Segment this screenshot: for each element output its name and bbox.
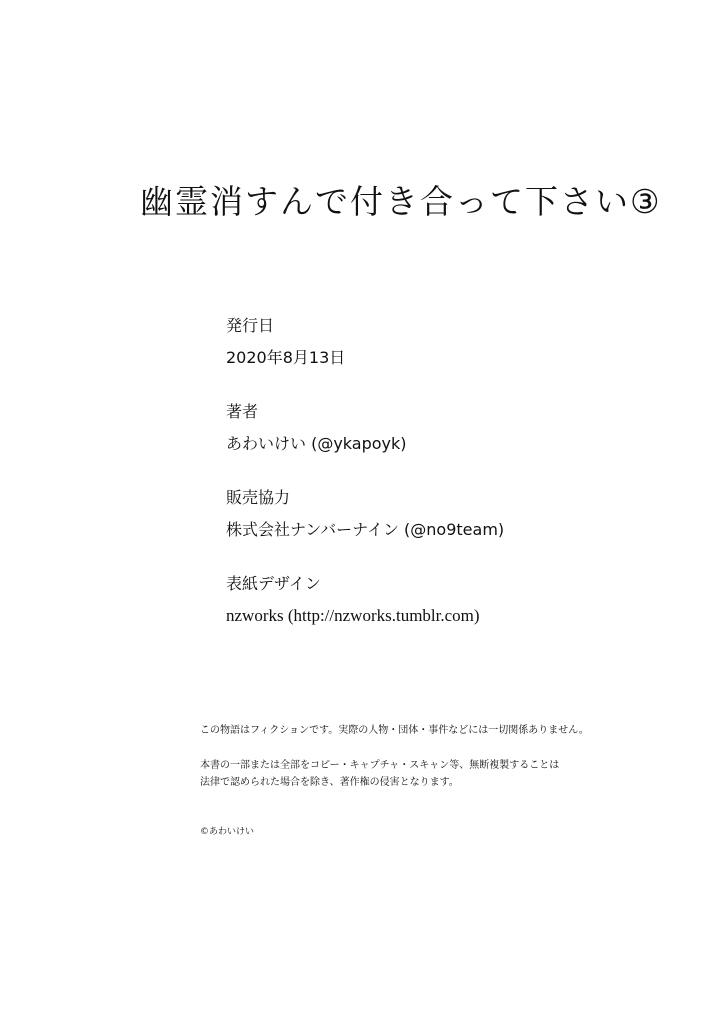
fiction-notice: この物語はフィクションです。実際の人物・団体・事件などには一切関係ありません。 — [200, 725, 589, 736]
book-title: 幽霊消すんで付き合って下さい③ — [140, 182, 662, 221]
colophon-details — [226, 314, 666, 658]
cover-design-label: 表紙デザイン — [226, 574, 321, 593]
copyright-mark: ©あわいけい — [200, 827, 255, 837]
author-label: 著者 — [226, 402, 259, 421]
publish-date-value: 2020年8月13日 — [226, 348, 346, 367]
sales-label: 販売協力 — [226, 488, 291, 507]
sales-value: 株式会社ナンバーナイン (@no9team) — [226, 520, 505, 539]
publish-date-entry — [226, 314, 666, 370]
cover-design-value: nzworks (http://nzworks.tumblr.com) — [226, 606, 480, 625]
cover-design-entry — [226, 572, 666, 628]
author-value: あわいけい (@ykapoyk) — [226, 434, 407, 453]
publish-date-label: 発行日 — [226, 316, 275, 335]
author-entry — [226, 400, 666, 456]
copyright-notice-block — [200, 757, 660, 791]
copyright-notice-line-2: 法律で認められた場合を除き、著作権の侵害となります。 — [200, 777, 459, 788]
copyright-notice-line-1: 本書の一部または全部をコピー・キャプチャ・スキャン等、無断複製することは — [200, 760, 560, 771]
fiction-notice-block — [200, 722, 660, 739]
sales-entry — [226, 486, 666, 542]
legal-notes — [200, 722, 660, 809]
